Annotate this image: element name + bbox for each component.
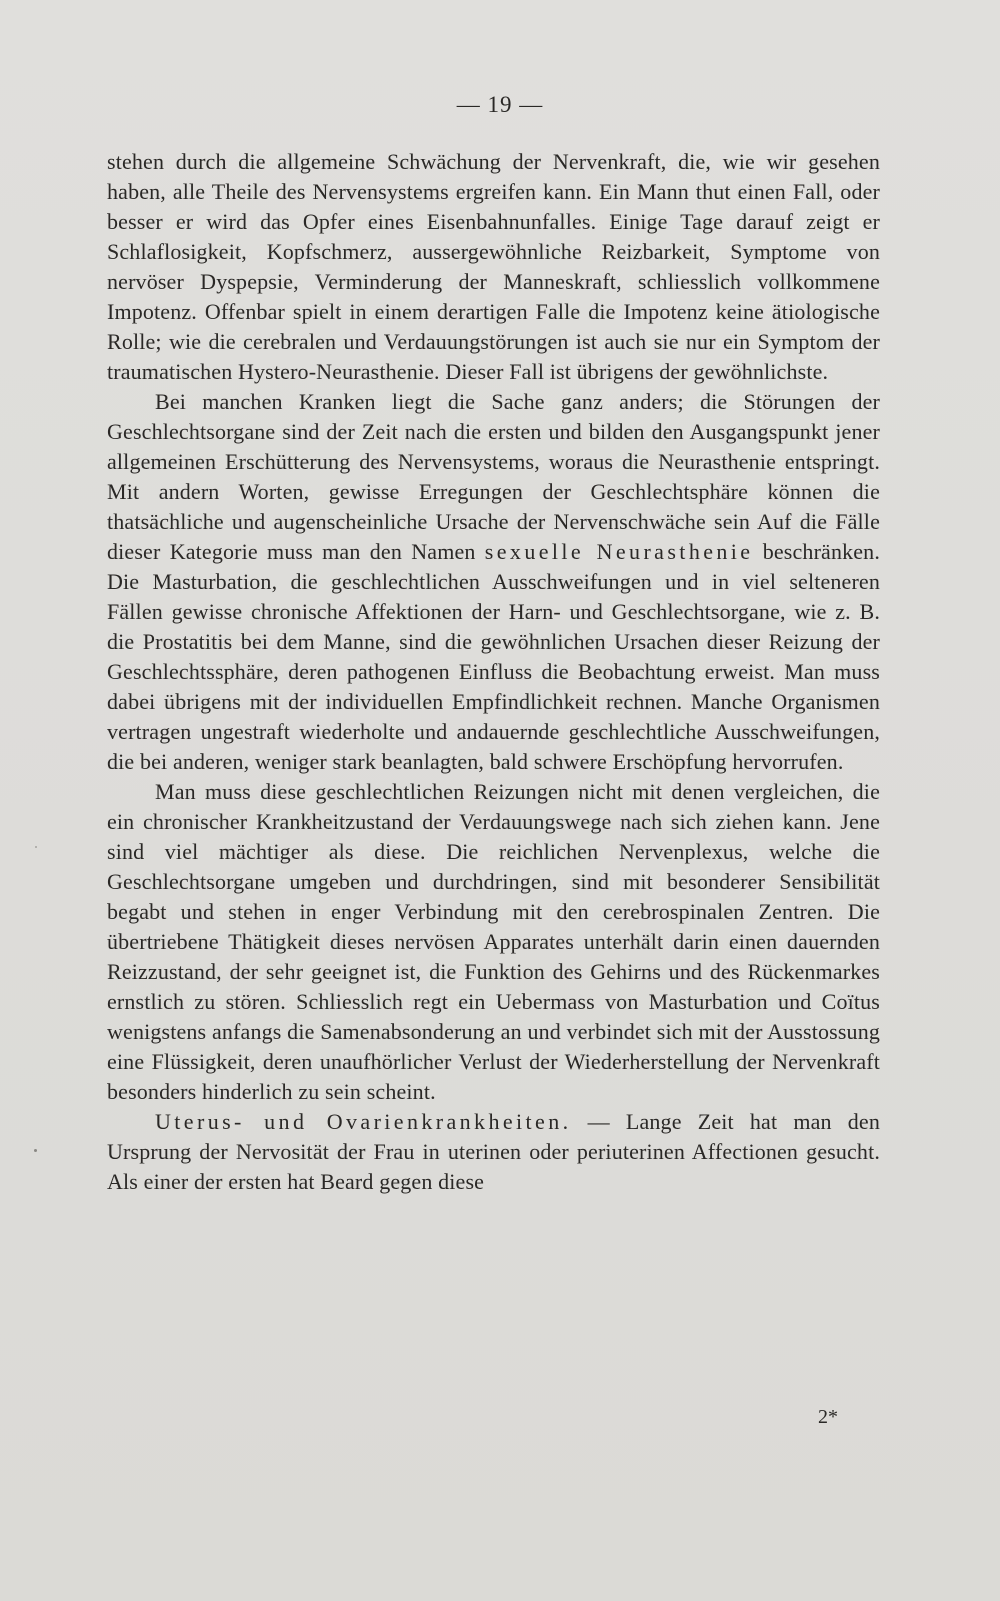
paper-speck bbox=[34, 1149, 37, 1152]
paragraph-2-text-after: beschränken. Die Masturbation, die geschlechtlichen Ausschweifungen und in viel selteneren Fällen gewisse chronische Affektionen der Harn- und Geschlechtsorgane, wie z. B. die Prostatitis bei dem Manne, sind die gewöhnlichen Ursachen dieser Reizung der Geschlechtssphäre, deren pathogenen Einfluss die Beobachtung erweist. Man muss dabei übrigens mit der individuellen Empfindlichkeit rechnen. Manche Organismen vertragen ungestraft wiederholte und andauernde geschlechtliche Ausschweifungen, die bei anderen, weniger stark beanlagten, bald schwere Erschöpfung hervorrufen. bbox=[107, 539, 880, 774]
paragraph-4 bbox=[107, 1107, 880, 1197]
signature-mark: 2* bbox=[818, 1406, 838, 1428]
body-text bbox=[107, 147, 880, 1197]
spaced-term-sexuelle-neurasthenie: sexuelle Neurasthenie bbox=[484, 539, 754, 564]
paragraph-1-text: stehen durch die allgemeine Schwächung der Nervenkraft, die, wie wir gesehen haben, alle Theile des Nervensystems ergreifen kann. Ein Mann thut einen Fall, oder besser er wird das Opfer eines Eisenbahnunfalles. Einige Tage darauf zeigt er Schlaflosigkeit, Kopfschmerz, aussergewöhnliche Reizbarkeit, Symptome von nervöser Dyspepsie, Verminderung der Manneskraft, schliesslich vollkommene Impotenz. Offenbar spielt in einem derartigen Falle die Impotenz keine ätiologische Rolle; wie die cerebralen und Verdauungstörungen ist auch sie nur ein Symptom der traumatischen Hystero-Neurasthenie. Dieser Fall ist übrigens der gewöhnlichste. bbox=[107, 149, 880, 384]
paragraph-2-text-before: Bei manchen Kranken liegt die Sache ganz anders; die Störungen der Geschlechtsorgane sind der Zeit nach die ersten und bilden den Ausgangspunkt jener allgemeinen Erschütterung des Nervensystems, woraus die Neurasthenie entspringt. Mit andern Worten, gewisse Erregungen der Geschlechtsphäre können die thatsächliche und augenscheinliche Ursache der Nervenschwäche sein Auf die Fälle dieser Kategorie muss man den Namen bbox=[107, 389, 880, 564]
paragraph-4-text: — Lange Zeit hat man den Ursprung der Nervosität der Frau in uterinen oder periuterinen Affectionen gesucht. Als einer der ersten hat Beard gegen diese bbox=[107, 1109, 880, 1194]
section-heading-uterus-ovarienkrankheiten: Uterus- und Ovarienkrankheiten. bbox=[155, 1109, 572, 1134]
paragraph-2 bbox=[107, 387, 880, 777]
paper-speck bbox=[35, 846, 37, 848]
paragraph-3 bbox=[107, 777, 880, 1107]
paragraph-3-text: Man muss diese geschlechtlichen Reizungen nicht mit denen vergleichen, die ein chronischer Krankheitzustand der Verdauungswege nach sich ziehen kann. Jene sind viel mächtiger als diese. Die reichlichen Nervenplexus, welche die Geschlechtsorgane umgeben und durchdringen, sind mit besonderer Sensibilität begabt und stehen in enger Verbindung mit den cerebrospinalen Zentren. Die übertriebene Thätigkeit dieses nervösen Apparates unterhält darin einen dauernden Reizzustand, der sehr geeignet ist, die Funktion des Gehirns und des Rückenmarkes ernstlich zu stören. Schliesslich regt ein Uebermass von Masturbation und Coïtus wenigstens anfangs die Samenabsonderung an und verbindet sich mit der Ausstossung eine Flüssigkeit, deren unaufhörlicher Verlust der Wiederherstellung der Nervenkraft besonders hinderlich zu sein scheint. bbox=[107, 779, 880, 1104]
paragraph-1 bbox=[107, 147, 880, 387]
page-number: — 19 — bbox=[456, 92, 544, 117]
